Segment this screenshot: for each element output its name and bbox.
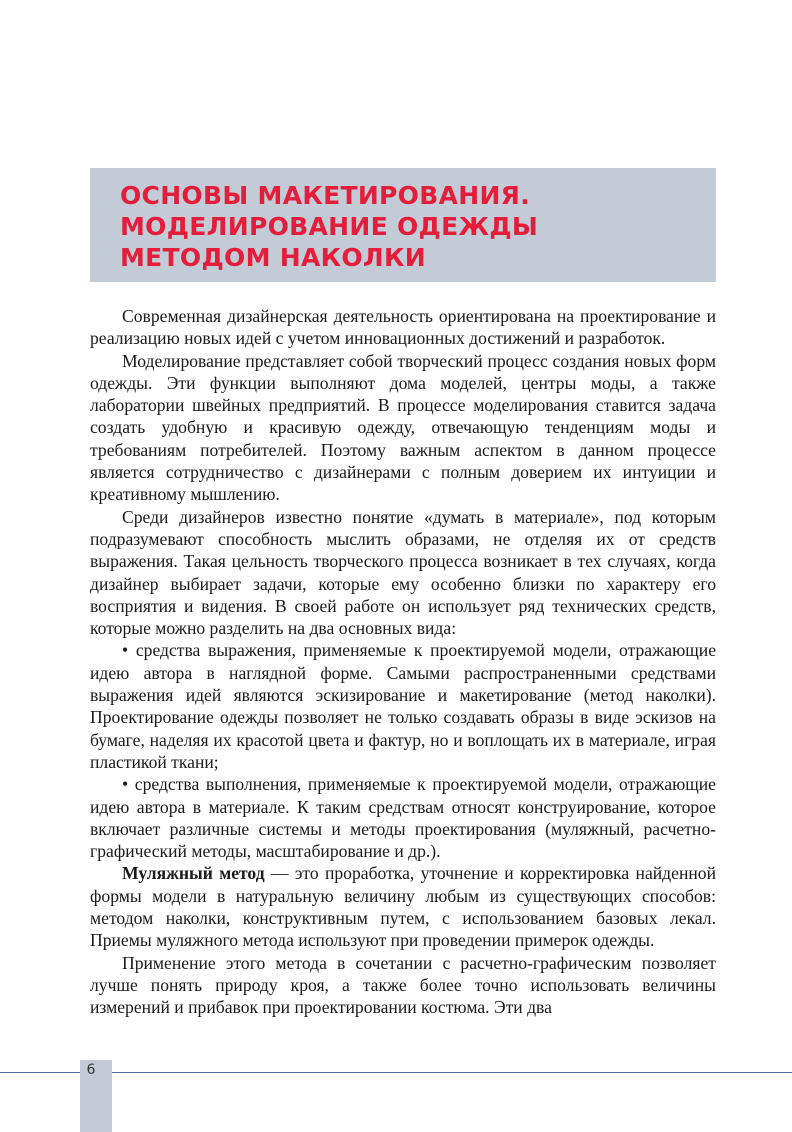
muliazh-definition: — это проработка, уточнение и корректировка найденной формы модели в натуральную величину любым из существующих способов: методом наколки, конструктивным путем, с использованием базовых лекал. Приемы муляжного метода используют при проведении примерок одежды. xyxy=(90,863,716,951)
paragraph-intro: Современная дизайнерская деятельность ориентирована на проектирование и реализацию новых идей с учетом инновационных достижений и разработок. xyxy=(90,306,716,349)
footer-rule-right xyxy=(112,1072,792,1073)
body-text xyxy=(90,305,716,1019)
muliazh-term: Муляжный метод xyxy=(122,863,265,884)
chapter-title-line-3: МЕТОДОМ НАКОЛКИ xyxy=(120,243,426,272)
paragraph-think-in-material: Среди дизайнеров известно понятие «думать в материале», под которым подразумевают способность мыслить образами, не отделяя их от средств выражения. Такая цельность творческого процесса возникает в тех случаях, когда дизайнер выбирает задачи, которые ему особенно близки по характеру его восприятия и видения. В своей работе он использует ряд технических средств, которые можно разделить на два основных вида: xyxy=(90,506,716,639)
paragraph-application: Применение этого метода в сочетании с расчетно-графическим позволяет лучше понять природу кроя, а также более точно использовать величины измерений и прибавок при проектировании костюма. Эти два xyxy=(90,952,716,1018)
page-number: 6 xyxy=(86,1062,96,1078)
chapter-title-line-1: ОСНОВЫ МАКЕТИРОВАНИЯ. xyxy=(120,181,531,210)
page-number-tab xyxy=(80,1060,112,1132)
bullet-execution-means: • средства выполнения, применяемые к проектируемой модели, отражающие идею автора в материале. К таким средствам относят конструирование, которое включает различные системы и методы проектирования (муляжный, расчетно-графический методы, масштабирование и др.). xyxy=(90,774,716,862)
title-band xyxy=(90,168,716,282)
footer-rule-left xyxy=(0,1072,80,1073)
paragraph-modeling: Моделирование представляет собой творческий процесс создания новых форм одежды. Эти функции выполняют дома моделей, центры моды, а также лаборатории швейных предприятий. В процессе моделирования ставится задача создать удобную и красивую одежду, отвечающую тенденциям моды и требованиям потребителей. Поэтому важным аспектом в данном процессе является сотрудничество с дизайнерами с полным доверием их интуиции и креативному мышлению. xyxy=(90,350,716,505)
chapter-title-line-2: МОДЕЛИРОВАНИЕ ОДЕЖДЫ xyxy=(120,212,539,241)
bullet-expression-means: • средства выражения, применяемые к проектируемой модели, отражающие идею автора в наглядной форме. Самыми распространенными средствами выражения идей являются эскизирование и макетирование (метод наколки). Проектирование одежды позволяет не только создавать образы в виде эскизов на бумаге, наделяя их красотой цвета и фактур, но и воплощать их в материале, играя пластикой ткани; xyxy=(90,640,716,772)
chapter-title xyxy=(120,180,538,273)
paragraph-muliazh-method xyxy=(90,862,716,951)
